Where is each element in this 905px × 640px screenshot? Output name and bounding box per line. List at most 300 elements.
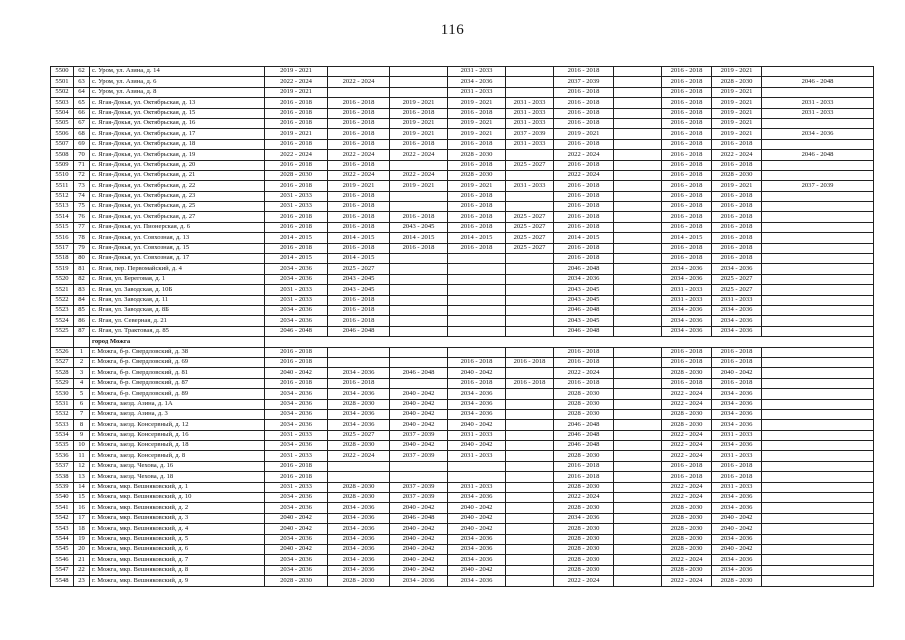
period-cell: 2031 - 2033 <box>265 482 328 492</box>
period-cell <box>448 347 506 357</box>
address-cell: г. Можга, заезд. Чехова, д. 16 <box>90 461 265 471</box>
period-cell: 2031 - 2033 <box>448 67 506 77</box>
local-number: 15 <box>74 493 90 503</box>
period-cell: 2016 - 2018 <box>662 202 712 212</box>
period-cell: 2031 - 2033 <box>712 295 762 305</box>
period-cell <box>762 254 874 264</box>
period-cell <box>328 472 390 482</box>
period-cell: 2037 - 2039 <box>390 430 448 440</box>
period-cell <box>762 191 874 201</box>
table-row <box>51 472 874 482</box>
table-row <box>51 461 874 471</box>
period-cell: 2034 - 2036 <box>328 409 390 419</box>
period-cell <box>614 67 662 77</box>
period-cell: 2028 - 2030 <box>328 576 390 586</box>
period-cell: 2016 - 2018 <box>448 108 506 118</box>
period-cell: 2028 - 2030 <box>662 534 712 544</box>
period-cell: 2016 - 2018 <box>662 222 712 232</box>
period-cell: 2031 - 2033 <box>762 98 874 108</box>
address-cell: с. Ягая-Докья, ул. Совхозная, д. 13 <box>90 233 265 243</box>
period-cell: 2022 - 2024 <box>554 576 614 586</box>
table-row <box>51 254 874 264</box>
address-cell: с. Ягая, ул. Береговая, д. 1 <box>90 274 265 284</box>
period-cell: 2016 - 2018 <box>554 222 614 232</box>
address-cell: г. Можга, мкр. Вешняковский, д. 2 <box>90 503 265 513</box>
local-number: 21 <box>74 555 90 565</box>
table-row <box>51 555 874 565</box>
row-number: 5507 <box>51 139 74 149</box>
period-cell: 2016 - 2018 <box>662 77 712 87</box>
period-cell: 2028 - 2030 <box>662 513 712 523</box>
period-cell <box>506 441 554 451</box>
repair-schedule-table <box>50 66 874 587</box>
address-cell: г. Можга, заезд. Азина, д. 3 <box>90 409 265 419</box>
period-cell: 2028 - 2030 <box>265 576 328 586</box>
period-cell: 2016 - 2018 <box>554 139 614 149</box>
local-number: 11 <box>74 451 90 461</box>
period-cell <box>762 565 874 575</box>
local-number: 10 <box>74 441 90 451</box>
period-cell: 2016 - 2018 <box>662 150 712 160</box>
period-cell: 2040 - 2042 <box>390 565 448 575</box>
period-cell: 2028 - 2030 <box>662 503 712 513</box>
period-cell: 2046 - 2048 <box>554 305 614 315</box>
period-cell: 2034 - 2036 <box>712 555 762 565</box>
period-cell: 2031 - 2033 <box>506 181 554 191</box>
period-cell: 2028 - 2030 <box>328 482 390 492</box>
period-cell: 2016 - 2018 <box>712 212 762 222</box>
address-cell: г. Можга, мкр. Вешняковский, д. 9 <box>90 576 265 586</box>
period-cell: 2016 - 2018 <box>328 202 390 212</box>
address-cell: г. Можга, заезд. Азина, д. 1А <box>90 399 265 409</box>
address-cell: с. Ягая, ул. Трактовая, д. 85 <box>90 326 265 336</box>
period-cell: 2034 - 2036 <box>662 274 712 284</box>
local-number: 17 <box>74 513 90 523</box>
period-cell: 2028 - 2030 <box>662 524 712 534</box>
period-cell <box>762 357 874 367</box>
period-cell: 2034 - 2036 <box>762 129 874 139</box>
period-cell: 2016 - 2018 <box>448 191 506 201</box>
period-cell <box>762 555 874 565</box>
period-cell <box>614 254 662 264</box>
address-cell: г. Можга, б-р. Свердловский, д. 81 <box>90 368 265 378</box>
period-cell <box>506 150 554 160</box>
period-cell <box>506 305 554 315</box>
row-number: 5548 <box>51 576 74 586</box>
period-cell: 2016 - 2018 <box>265 222 328 232</box>
period-cell: 2022 - 2024 <box>390 150 448 160</box>
period-cell: 2040 - 2042 <box>448 368 506 378</box>
row-number: 5518 <box>51 254 74 264</box>
period-cell: 2014 - 2015 <box>662 233 712 243</box>
period-cell: 2034 - 2036 <box>662 326 712 336</box>
table-row <box>51 378 874 388</box>
period-cell: 2043 - 2045 <box>554 285 614 295</box>
period-cell <box>506 202 554 212</box>
row-number: 5526 <box>51 347 74 357</box>
period-cell <box>390 254 448 264</box>
period-cell: 2034 - 2036 <box>265 565 328 575</box>
period-cell: 2028 - 2030 <box>554 534 614 544</box>
row-number: 5530 <box>51 389 74 399</box>
period-cell: 2034 - 2036 <box>265 305 328 315</box>
period-cell <box>506 524 554 534</box>
period-cell: 2031 - 2033 <box>712 430 762 440</box>
period-cell: 2031 - 2033 <box>506 139 554 149</box>
period-cell <box>762 524 874 534</box>
address-cell: г. Можга, мкр. Вешняковский, д. 3 <box>90 513 265 523</box>
period-cell <box>390 67 448 77</box>
period-cell: 2016 - 2018 <box>712 347 762 357</box>
period-cell: 2016 - 2018 <box>328 316 390 326</box>
period-cell <box>328 87 390 97</box>
period-cell: 2016 - 2018 <box>448 139 506 149</box>
period-cell: 2016 - 2018 <box>712 222 762 232</box>
table-row <box>51 441 874 451</box>
period-cell: 2034 - 2036 <box>328 503 390 513</box>
period-cell: 2016 - 2018 <box>506 378 554 388</box>
period-cell: 2046 - 2048 <box>265 326 328 336</box>
period-cell: 2016 - 2018 <box>554 67 614 77</box>
period-cell <box>614 77 662 87</box>
row-number: 5502 <box>51 87 74 97</box>
address-cell: с. Ягая-Докья, ул. Октябрьская, д. 19 <box>90 150 265 160</box>
table-row <box>51 77 874 87</box>
period-cell <box>506 316 554 326</box>
period-cell: 2025 - 2027 <box>328 264 390 274</box>
period-cell: 2037 - 2039 <box>506 129 554 139</box>
period-cell: 2016 - 2018 <box>554 378 614 388</box>
period-cell: 2016 - 2018 <box>390 212 448 222</box>
period-cell <box>762 493 874 503</box>
period-cell: 2034 - 2036 <box>328 534 390 544</box>
period-cell <box>448 316 506 326</box>
period-cell: 2016 - 2018 <box>662 98 712 108</box>
period-cell: 2022 - 2024 <box>662 576 712 586</box>
period-cell: 2025 - 2027 <box>712 274 762 284</box>
period-cell: 2028 - 2030 <box>554 565 614 575</box>
period-cell: 2016 - 2018 <box>554 461 614 471</box>
period-cell: 2014 - 2015 <box>554 233 614 243</box>
period-cell <box>506 409 554 419</box>
period-cell <box>506 326 554 336</box>
period-cell <box>448 295 506 305</box>
table-row <box>51 305 874 315</box>
period-cell: 2022 - 2024 <box>712 150 762 160</box>
table-row <box>51 129 874 139</box>
period-cell: 2028 - 2030 <box>662 420 712 430</box>
period-cell: 2040 - 2042 <box>265 513 328 523</box>
period-cell <box>390 461 448 471</box>
period-cell: 2040 - 2042 <box>390 534 448 544</box>
period-cell <box>390 378 448 388</box>
period-cell: 2034 - 2036 <box>712 420 762 430</box>
table-row <box>51 108 874 118</box>
period-cell: 2016 - 2018 <box>662 212 712 222</box>
local-number: 9 <box>74 430 90 440</box>
row-number: 5504 <box>51 108 74 118</box>
period-cell <box>506 170 554 180</box>
period-cell: 2034 - 2036 <box>328 513 390 523</box>
period-cell: 2016 - 2018 <box>448 243 506 253</box>
period-cell <box>762 326 874 336</box>
period-cell: 2016 - 2018 <box>554 191 614 201</box>
period-cell <box>762 461 874 471</box>
period-cell <box>762 264 874 274</box>
period-cell: 2016 - 2018 <box>265 181 328 191</box>
period-cell: 2016 - 2018 <box>554 243 614 253</box>
period-cell <box>762 160 874 170</box>
address-cell: г. Можга, заезд. Консервный, д. 12 <box>90 420 265 430</box>
row-number: 5539 <box>51 482 74 492</box>
period-cell <box>390 305 448 315</box>
period-cell: 2016 - 2018 <box>328 108 390 118</box>
row-number: 5544 <box>51 534 74 544</box>
period-cell <box>614 305 662 315</box>
period-cell: 2034 - 2036 <box>265 316 328 326</box>
row-number: 5538 <box>51 472 74 482</box>
period-cell: 2016 - 2018 <box>662 181 712 191</box>
period-cell: 2016 - 2018 <box>554 472 614 482</box>
address-cell: г. Можга, мкр. Вешняковский, д. 4 <box>90 524 265 534</box>
period-cell: 2034 - 2036 <box>265 493 328 503</box>
period-cell <box>762 67 874 77</box>
period-cell: 2034 - 2036 <box>662 316 712 326</box>
period-cell <box>448 472 506 482</box>
period-cell <box>762 170 874 180</box>
period-cell: 2025 - 2027 <box>506 243 554 253</box>
period-cell: 2016 - 2018 <box>265 160 328 170</box>
period-cell: 2028 - 2030 <box>328 399 390 409</box>
period-cell: 2034 - 2036 <box>554 274 614 284</box>
period-cell: 2019 - 2021 <box>712 129 762 139</box>
period-cell: 2031 - 2033 <box>265 451 328 461</box>
row-number: 5529 <box>51 378 74 388</box>
period-cell <box>614 98 662 108</box>
period-cell: 2016 - 2018 <box>328 160 390 170</box>
period-cell <box>762 139 874 149</box>
period-cell <box>614 576 662 586</box>
table-row <box>51 493 874 503</box>
period-cell: 2016 - 2018 <box>712 139 762 149</box>
address-cell: с. Уром, ул. Азина, д. 6 <box>90 77 265 87</box>
period-cell: 2016 - 2018 <box>506 357 554 367</box>
period-cell: 2028 - 2030 <box>712 170 762 180</box>
period-cell: 2043 - 2045 <box>328 274 390 284</box>
period-cell <box>390 264 448 274</box>
period-cell: 2034 - 2036 <box>265 441 328 451</box>
period-cell <box>762 441 874 451</box>
period-cell: 2025 - 2027 <box>506 233 554 243</box>
period-cell: 2031 - 2033 <box>506 118 554 128</box>
period-cell <box>614 544 662 554</box>
period-cell <box>762 378 874 388</box>
address-cell: г. Можга, заезд. Консервный, д. 8 <box>90 451 265 461</box>
row-number: 5516 <box>51 233 74 243</box>
period-cell: 2031 - 2033 <box>265 191 328 201</box>
row-number: 5512 <box>51 191 74 201</box>
local-number: 16 <box>74 503 90 513</box>
period-cell: 2037 - 2039 <box>554 77 614 87</box>
table-row <box>51 430 874 440</box>
table-row <box>51 233 874 243</box>
period-cell: 2019 - 2021 <box>390 181 448 191</box>
period-cell: 2031 - 2033 <box>265 285 328 295</box>
period-cell <box>506 67 554 77</box>
period-cell: 2016 - 2018 <box>554 212 614 222</box>
period-cell: 2016 - 2018 <box>265 357 328 367</box>
period-cell: 2016 - 2018 <box>662 160 712 170</box>
period-cell: 2034 - 2036 <box>448 544 506 554</box>
period-cell: 2016 - 2018 <box>712 254 762 264</box>
period-cell <box>614 274 662 284</box>
address-cell: с. Ягая-Докья, ул. Октябрьская, д. 16 <box>90 118 265 128</box>
period-cell: 2022 - 2024 <box>662 389 712 399</box>
local-number: 76 <box>74 212 90 222</box>
period-cell <box>506 191 554 201</box>
period-cell: 2022 - 2024 <box>662 451 712 461</box>
local-number: 77 <box>74 222 90 232</box>
table-row <box>51 274 874 284</box>
row-number: 5540 <box>51 493 74 503</box>
period-cell: 2025 - 2027 <box>328 430 390 440</box>
period-cell: 2016 - 2018 <box>662 357 712 367</box>
local-number: 83 <box>74 285 90 295</box>
period-cell: 2031 - 2033 <box>265 430 328 440</box>
address-cell: с. Ягая-Докья, ул. Октябрьская, д. 15 <box>90 108 265 118</box>
period-cell: 2040 - 2042 <box>448 441 506 451</box>
table-row <box>51 181 874 191</box>
period-cell <box>390 295 448 305</box>
period-cell <box>762 118 874 128</box>
period-cell <box>762 503 874 513</box>
period-cell: 2028 - 2030 <box>662 409 712 419</box>
address-cell: г. Можга, б-р. Свердловский, д. 38 <box>90 347 265 357</box>
period-cell: 2016 - 2018 <box>265 472 328 482</box>
table-row <box>51 212 874 222</box>
period-cell: 2016 - 2018 <box>662 129 712 139</box>
row-number: 5524 <box>51 316 74 326</box>
period-cell <box>390 191 448 201</box>
period-cell: 2016 - 2018 <box>662 67 712 77</box>
address-cell: с. Ягая-Докья, ул. Октябрьская, д. 13 <box>90 98 265 108</box>
period-cell: 2046 - 2048 <box>328 326 390 336</box>
period-cell <box>390 87 448 97</box>
table-row <box>51 295 874 305</box>
period-cell: 2022 - 2024 <box>662 482 712 492</box>
row-number: 5501 <box>51 77 74 87</box>
period-cell <box>614 368 662 378</box>
row-number: 5537 <box>51 461 74 471</box>
period-cell <box>506 461 554 471</box>
address-cell: с. Ягая, ул. Северная, д. 21 <box>90 316 265 326</box>
period-cell: 2016 - 2018 <box>448 202 506 212</box>
local-number: 75 <box>74 202 90 212</box>
period-cell: 2028 - 2030 <box>554 503 614 513</box>
period-cell: 2019 - 2021 <box>712 98 762 108</box>
period-cell: 2016 - 2018 <box>712 461 762 471</box>
period-cell: 2014 - 2015 <box>265 233 328 243</box>
period-cell: 2040 - 2042 <box>390 503 448 513</box>
local-number: 3 <box>74 368 90 378</box>
period-cell: 2040 - 2042 <box>390 441 448 451</box>
period-cell: 2031 - 2033 <box>762 108 874 118</box>
local-number: 63 <box>74 77 90 87</box>
table-row <box>51 368 874 378</box>
period-cell: 2016 - 2018 <box>265 378 328 388</box>
address-cell: с. Ягая, ул. Заводская, д. 11 <box>90 295 265 305</box>
period-cell: 2046 - 2048 <box>554 430 614 440</box>
address-cell: с. Ягая-Докья, ул. Октябрьская, д. 20 <box>90 160 265 170</box>
period-cell: 2016 - 2018 <box>662 378 712 388</box>
address-cell: с. Ягая-Докья, ул. Октябрьская, д. 22 <box>90 181 265 191</box>
address-cell: с. Ягая-Докья, ул. Совхозная, д. 17 <box>90 254 265 264</box>
period-cell: 2034 - 2036 <box>448 77 506 87</box>
row-number: 5542 <box>51 513 74 523</box>
period-cell: 2014 - 2015 <box>328 254 390 264</box>
period-cell <box>506 576 554 586</box>
period-cell: 2019 - 2021 <box>712 108 762 118</box>
row-number: 5532 <box>51 409 74 419</box>
local-number: 4 <box>74 378 90 388</box>
period-cell <box>614 118 662 128</box>
period-cell <box>614 243 662 253</box>
period-cell: 2016 - 2018 <box>328 118 390 128</box>
table-row <box>51 264 874 274</box>
period-cell: 2040 - 2042 <box>390 524 448 534</box>
table-cell <box>74 337 90 347</box>
period-cell: 2028 - 2030 <box>554 409 614 419</box>
period-cell <box>762 233 874 243</box>
row-number: 5517 <box>51 243 74 253</box>
period-cell: 2016 - 2018 <box>554 181 614 191</box>
period-cell <box>506 389 554 399</box>
period-cell: 2046 - 2048 <box>762 77 874 87</box>
period-cell <box>762 87 874 97</box>
period-cell <box>614 524 662 534</box>
period-cell <box>762 305 874 315</box>
period-cell: 2034 - 2036 <box>712 441 762 451</box>
period-cell: 2040 - 2042 <box>390 409 448 419</box>
period-cell: 2034 - 2036 <box>712 409 762 419</box>
period-cell <box>762 513 874 523</box>
table-row <box>51 534 874 544</box>
period-cell: 2046 - 2048 <box>762 150 874 160</box>
period-cell <box>328 357 390 367</box>
period-cell: 2016 - 2018 <box>712 160 762 170</box>
local-number: 85 <box>74 305 90 315</box>
period-cell <box>328 67 390 77</box>
period-cell: 2016 - 2018 <box>712 191 762 201</box>
period-cell: 2028 - 2030 <box>662 368 712 378</box>
period-cell: 2022 - 2024 <box>554 150 614 160</box>
address-cell: с. Ягая-Докья, ул. Октябрьская, д. 23 <box>90 191 265 201</box>
table-row <box>51 150 874 160</box>
period-cell <box>614 451 662 461</box>
period-cell <box>762 409 874 419</box>
table-row <box>51 87 874 97</box>
period-cell: 2040 - 2042 <box>712 368 762 378</box>
page-number: 116 <box>440 22 465 38</box>
period-cell <box>762 285 874 295</box>
period-cell: 2040 - 2042 <box>448 524 506 534</box>
period-cell: 2016 - 2018 <box>554 357 614 367</box>
period-cell <box>614 222 662 232</box>
period-cell: 2016 - 2018 <box>554 87 614 97</box>
local-number: 1 <box>74 347 90 357</box>
period-cell <box>614 285 662 295</box>
local-number: 65 <box>74 98 90 108</box>
